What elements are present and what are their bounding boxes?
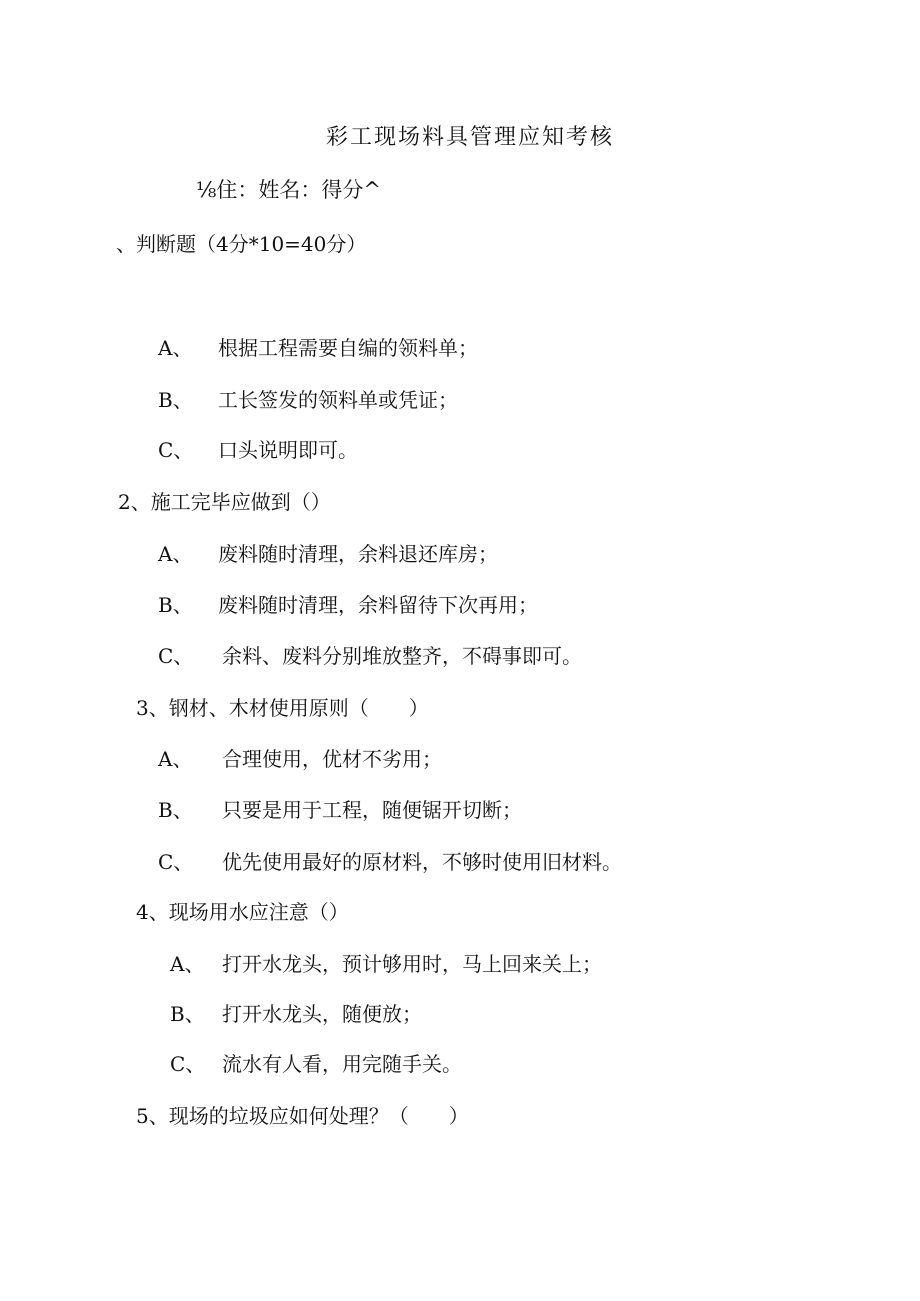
option-letter: C、 — [158, 438, 194, 462]
question-2-option-a — [158, 538, 498, 567]
question-4-option-c — [170, 1048, 462, 1077]
question-3-option-b — [158, 794, 522, 823]
option-text: 余料、废料分别堆放整齐，不碍事即可。 — [222, 644, 582, 668]
option-text: 优先使用最好的原材料，不够时使用旧材料。 — [222, 850, 622, 874]
question-1-option-a — [158, 332, 478, 361]
question-3-option-a — [158, 743, 442, 772]
question-1-option-b — [158, 384, 458, 413]
option-letter: B、 — [158, 798, 193, 822]
option-letter: B、 — [158, 593, 193, 617]
question-3-stem: 3、钢材、木材使用原则（ ） — [136, 696, 429, 720]
section-heading: 、判断题（4分*10=40分） — [116, 232, 367, 256]
option-letter: A、 — [170, 952, 205, 976]
option-text: 废料随时清理，余料退还库房； — [218, 542, 498, 566]
option-text: 只要是用于工程，随便锯开切断； — [222, 798, 522, 822]
question-3-option-c — [158, 846, 622, 875]
option-text: 合理使用，优材不劣用； — [222, 747, 442, 771]
student-info-line: ⅛住：姓名：得分^ — [196, 178, 381, 202]
question-5-stem: 5、现场的垃圾应如何处理？（ ） — [136, 1104, 469, 1128]
option-letter: A、 — [158, 747, 193, 771]
option-text: 口头说明即可。 — [218, 438, 358, 462]
option-text: 打开水龙头，预计够用时，马上回来关上； — [222, 952, 602, 976]
option-letter: A、 — [158, 336, 193, 360]
option-text: 打开水龙头，随便放； — [222, 1002, 422, 1026]
document-title: 彩工现场料具管理应知考核 — [326, 125, 615, 150]
question-2-stem: 2、施工完毕应做到（） — [118, 490, 331, 514]
option-letter: C、 — [170, 1052, 206, 1076]
option-text: 根据工程需要自编的领料单； — [218, 336, 478, 360]
question-1-option-c — [158, 434, 358, 463]
option-text: 工长签发的领料单或凭证； — [218, 388, 458, 412]
option-letter: C、 — [158, 644, 194, 668]
question-2-option-b — [158, 589, 538, 618]
option-letter: B、 — [158, 388, 193, 412]
question-4-option-b — [170, 998, 422, 1027]
option-letter: B、 — [170, 1002, 205, 1026]
question-4-option-a — [170, 948, 602, 977]
option-letter: A、 — [158, 542, 193, 566]
option-text: 流水有人看，用完随手关。 — [222, 1052, 462, 1076]
question-2-option-c — [158, 640, 582, 669]
question-4-stem: 4、现场用水应注意（） — [136, 900, 349, 924]
option-letter: C、 — [158, 850, 194, 874]
option-text: 废料随时清理，余料留待下次再用； — [218, 593, 538, 617]
